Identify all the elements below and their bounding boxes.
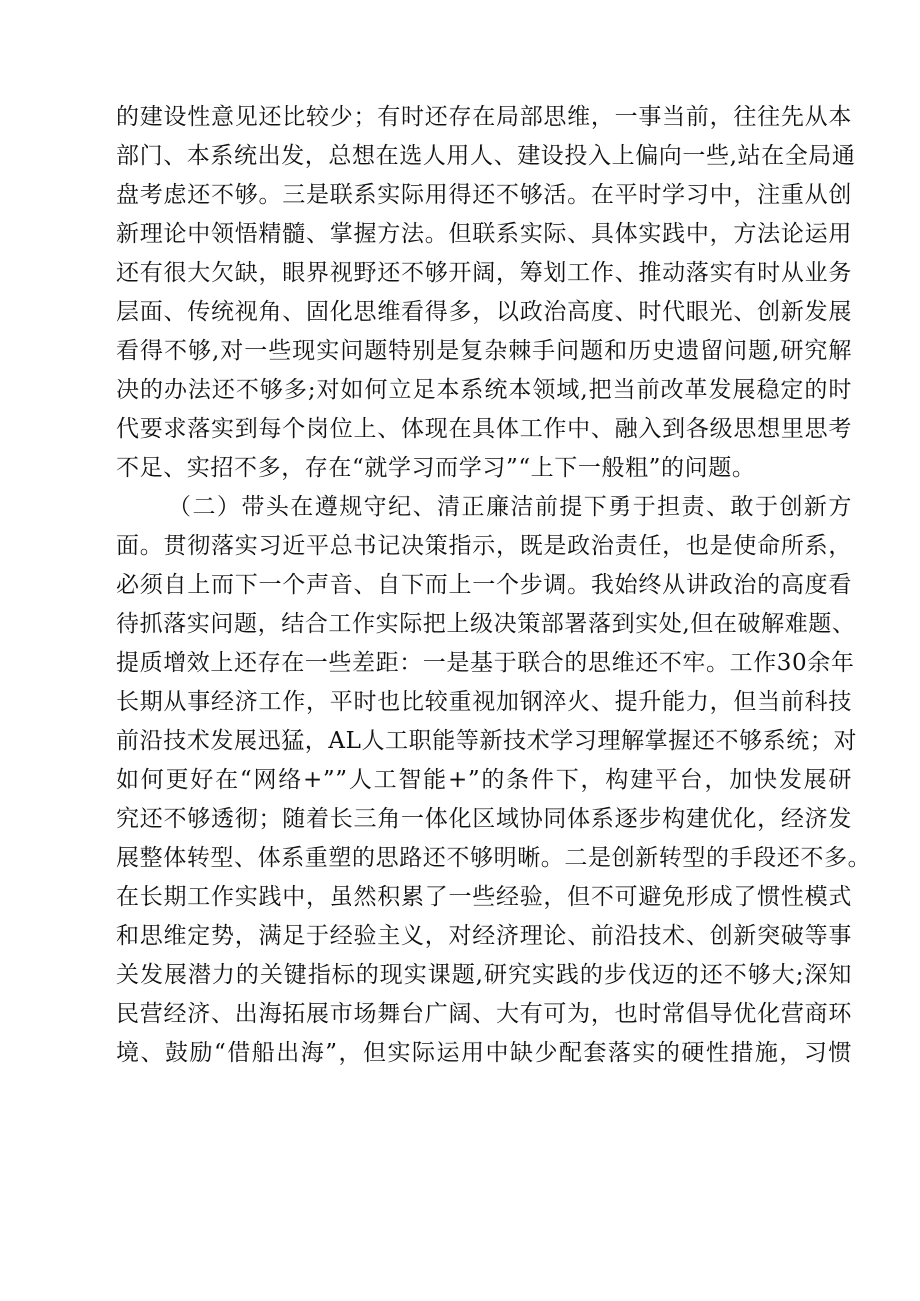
text-line: 和思维定势，满足于经验主义，对经济理论、前沿技术、创新突破等事 bbox=[116, 923, 852, 949]
text-line: 面。贯彻落实习近平总书记决策指示，既是政治责任，也是使命所系， bbox=[116, 533, 852, 559]
text-line: 在长期工作实践中，虽然积累了一些经验，但不可避免形成了惯性模式 bbox=[116, 884, 852, 910]
text-line: 长期从事经济工作，平时也比较重视加钢淬火、提升能力，但当前科技 bbox=[116, 689, 852, 715]
text-line: 决的办法还不够多;对如何立足本系统本领域,把当前改革发展稳定的时 bbox=[116, 377, 852, 403]
section-heading-line: （二）带头在遵规守纪、清正廉洁前提下勇于担责、敢于创新方 bbox=[168, 494, 852, 520]
text-line: 盘考虑还不够。三是联系实际用得还不够活。在平时学习中，注重从创 bbox=[116, 182, 852, 208]
text-line: 前沿技术发展迅猛，AL人工职能等新技术学习理解掌握还不够系统；对 bbox=[116, 728, 858, 754]
text-line: 必须自上而下一个声音、自下而上一个步调。我始终从讲政治的高度看 bbox=[116, 572, 852, 598]
text-line: 还有很大欠缺，眼界视野还不够开阔，筹划工作、推动落实有时从业务 bbox=[116, 260, 852, 286]
text-line: 如何更好在“网络+””人工智能+”的条件下，构建平台，加快发展研 bbox=[116, 767, 852, 793]
text-line: 待抓落实问题，结合工作实际把上级决策部署落到实处,但在破解难题、 bbox=[116, 611, 856, 637]
text-line: 代要求落实到每个岗位上、体现在具体工作中、融入到各级思想里思考 bbox=[116, 416, 852, 442]
text-line: 部门、本系统出发，总想在选人用人、建设投入上偏向一些,站在全局通 bbox=[116, 143, 856, 169]
text-line: 关发展潜力的关键指标的现实课题,研究实践的步伐迈的还不够大;深知 bbox=[116, 962, 852, 988]
text-line: 看得不够,对一些现实问题特别是复杂棘手问题和历史遗留问题,研究解 bbox=[116, 338, 852, 364]
text-line: 层面、传统视角、固化思维看得多，以政治高度、时代眼光、创新发展 bbox=[116, 299, 852, 325]
text-line: 究还不够透彻；随着长三角一体化区域协同体系逐步构建优化，经济发 bbox=[116, 806, 852, 832]
text-line: 民营经济、出海拓展市场舞台广阔、大有可为，也时常倡导优化营商环 bbox=[116, 1001, 852, 1027]
paragraph-end-line: 不足、实招不多，存在“就学习而学习”“上下一般粗”的问题。 bbox=[116, 455, 756, 481]
text-line: 展整体转型、体系重塑的思路还不够明晰。二是创新转型的手段还不多。 bbox=[116, 845, 872, 871]
body-text bbox=[116, 98, 872, 1073]
text-line: 的建设性意见还比较少；有时还存在局部思维，一事当前，往往先从本 bbox=[116, 104, 852, 130]
text-line: 新理论中领悟精髓、掌握方法。但联系实际、具体实践中，方法论运用 bbox=[116, 221, 852, 247]
text-line: 境、鼓励“借船出海”，但实际运用中缺少配套落实的硬性措施，习惯 bbox=[116, 1040, 852, 1066]
text-line: 提质增效上还存在一些差距：一是基于联合的思维还不牢。工作30余年 bbox=[116, 650, 855, 676]
